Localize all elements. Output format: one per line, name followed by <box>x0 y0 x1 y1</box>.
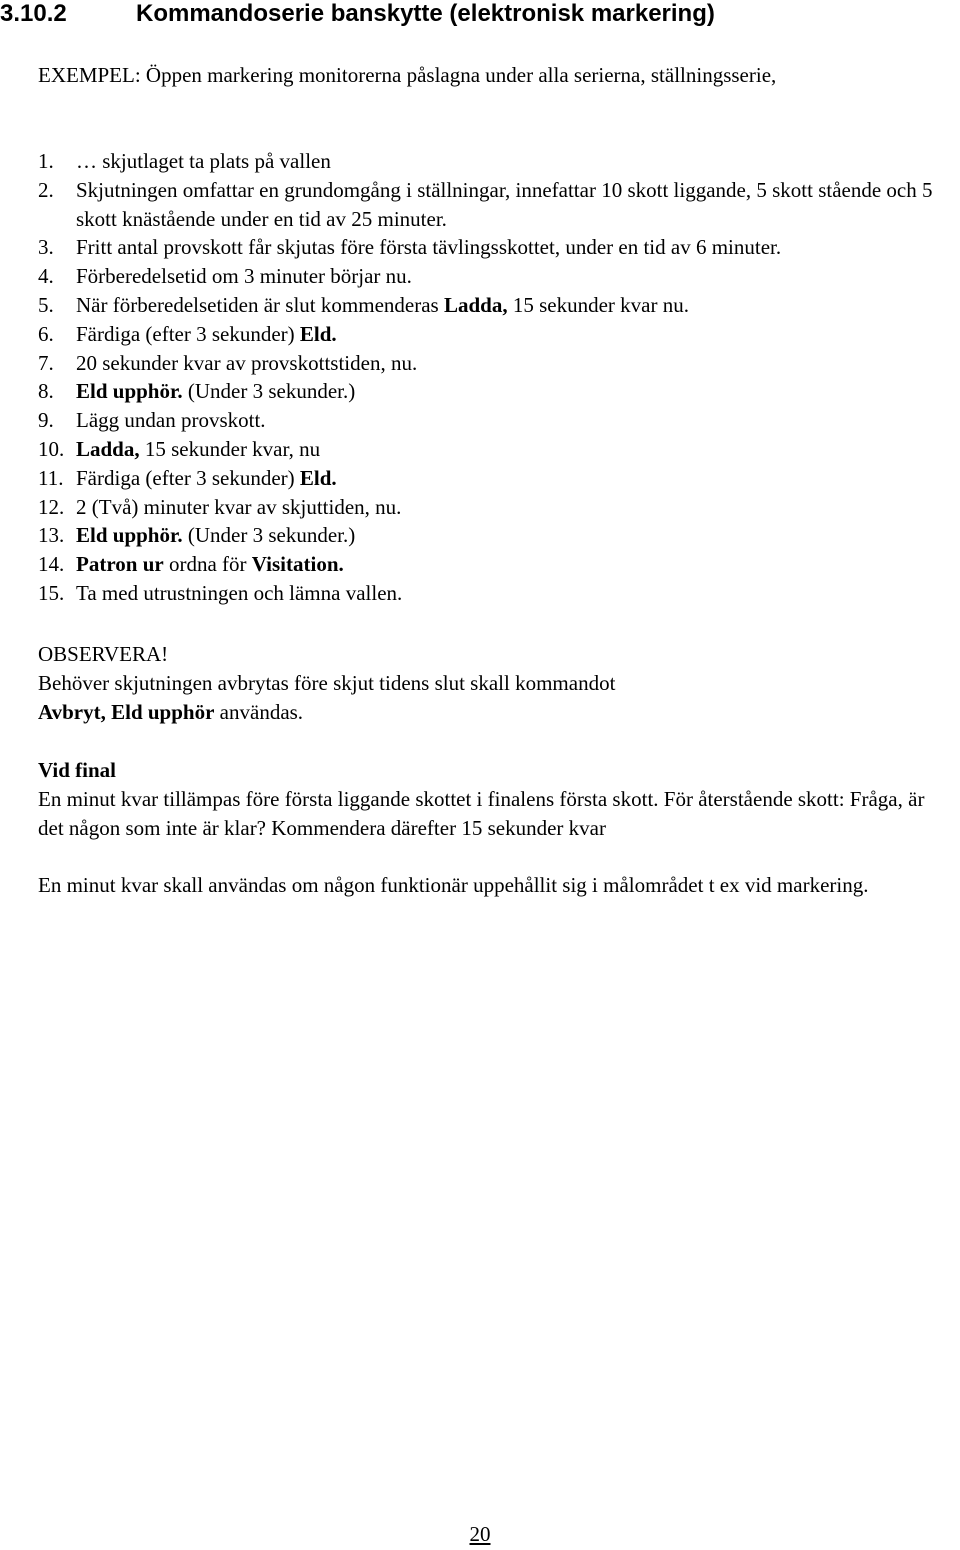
observera-command-suffix: användas. <box>214 699 304 724</box>
list-item-number: 2. <box>38 177 54 202</box>
list-item-number: 1. <box>38 149 54 173</box>
list-item-number: 5. <box>38 292 54 317</box>
list-item <box>38 493 938 522</box>
observera-command: Avbryt, Eld upphör <box>38 699 215 724</box>
list-item <box>38 233 938 262</box>
page-number: 20 <box>469 1522 491 1546</box>
list-item-command: Patron ur <box>76 552 164 577</box>
list-item <box>38 406 938 435</box>
list-item <box>38 521 938 550</box>
list-item-text: (Under 3 sekunder.) <box>182 379 356 404</box>
list-item-text: (Under 3 sekunder.) <box>182 523 356 548</box>
list-item-number: 10. <box>38 436 65 461</box>
list-item <box>38 176 938 234</box>
vid-final-section <box>38 756 938 842</box>
list-item-command: Visitation. <box>251 552 344 577</box>
vid-final-title: Vid final <box>38 758 116 782</box>
list-item-text: 20 sekunder kvar av provskottstiden, nu. <box>76 350 418 375</box>
section-title: Kommandoserie banskytte (elektronisk markering) <box>136 0 715 27</box>
list-item-number: 3. <box>38 235 54 260</box>
observera-title: OBSERVERA! <box>38 642 169 666</box>
list-item <box>38 550 938 579</box>
list-item <box>38 579 938 608</box>
list-item-text: Förberedelsetid om 3 minuter börjar nu. <box>76 264 412 289</box>
intro-paragraph: EXEMPEL: Öppen markering monitorerna påslagna under alla serierna, ställningsserie, <box>38 63 777 87</box>
list-item-number: 14. <box>38 552 65 577</box>
list-item-text: 2 (Två) minuter kvar av skjuttiden, nu. <box>76 494 402 519</box>
list-item-number: 6. <box>38 321 54 346</box>
list-item <box>38 262 938 291</box>
list-item-text: 15 sekunder kvar nu. <box>507 292 689 317</box>
observera-section <box>38 640 938 726</box>
list-item <box>38 377 938 406</box>
list-item-text: ordna för <box>163 552 252 577</box>
list-item-text: Fritt antal provskott får skjutas före första tävlingsskottet, under en tid av 6 minuter. <box>76 235 782 260</box>
list-item <box>38 320 938 349</box>
list-item-number: 8. <box>38 379 54 404</box>
list-item <box>38 464 938 493</box>
observera-line1: Behöver skjutningen avbrytas före skjut tidens slut skall kommandot <box>38 670 616 695</box>
list-item-command: Eld upphör. <box>76 523 183 548</box>
list-item <box>38 435 938 464</box>
list-item-command: Eld. <box>299 321 337 346</box>
list-item-text: 15 sekunder kvar, nu <box>139 436 321 461</box>
list-item-number: 9. <box>38 408 54 433</box>
observera-text <box>38 669 938 727</box>
list-item <box>38 349 938 378</box>
list-item-number: 7. <box>38 350 54 375</box>
list-item <box>38 147 938 176</box>
list-item-command: Ladda, <box>443 292 508 317</box>
list-item <box>38 291 938 320</box>
list-item-text: Färdiga (efter 3 sekunder) <box>76 465 300 490</box>
list-item-command: Ladda, <box>76 436 140 461</box>
list-item-number: 11. <box>38 465 64 490</box>
list-item-number: 12. <box>38 494 65 519</box>
list-item-command: Eld. <box>299 465 337 490</box>
section-number: 3.10.2 <box>0 0 67 27</box>
list-item-text: Färdiga (efter 3 sekunder) <box>76 321 300 346</box>
list-item-text: Ta med utrustningen och lämna vallen. <box>76 580 403 605</box>
list-item-text: När förberedelsetiden är slut kommenderas <box>76 292 444 317</box>
section-heading <box>0 0 715 28</box>
list-item-text: Lägg undan provskott. <box>76 408 266 433</box>
list-item-text: … skjutlaget ta plats på vallen <box>76 149 331 173</box>
vid-final-text: En minut kvar tillämpas före första liggande skottet i finalens första skott. För återstående skott: Fråga, är det någon som inte är klar? Kommendera därefter 15 sekunder kvar <box>38 786 925 840</box>
list-item-number: 15. <box>38 580 65 605</box>
note-paragraph: En minut kvar skall användas om någon funktionär uppehållit sig i målområdet t ex vid markering. <box>38 873 869 897</box>
list-item-number: 4. <box>38 264 54 289</box>
list-item-text: Skjutningen omfattar en grundomgång i ställningar, innefattar 10 skott liggande, 5 skott stående och 5 skott knästående under en tid av 25 minuter. <box>76 177 933 231</box>
list-item-number: 13. <box>38 523 65 548</box>
command-list <box>38 147 938 608</box>
list-item-command: Eld upphör. <box>76 379 183 404</box>
